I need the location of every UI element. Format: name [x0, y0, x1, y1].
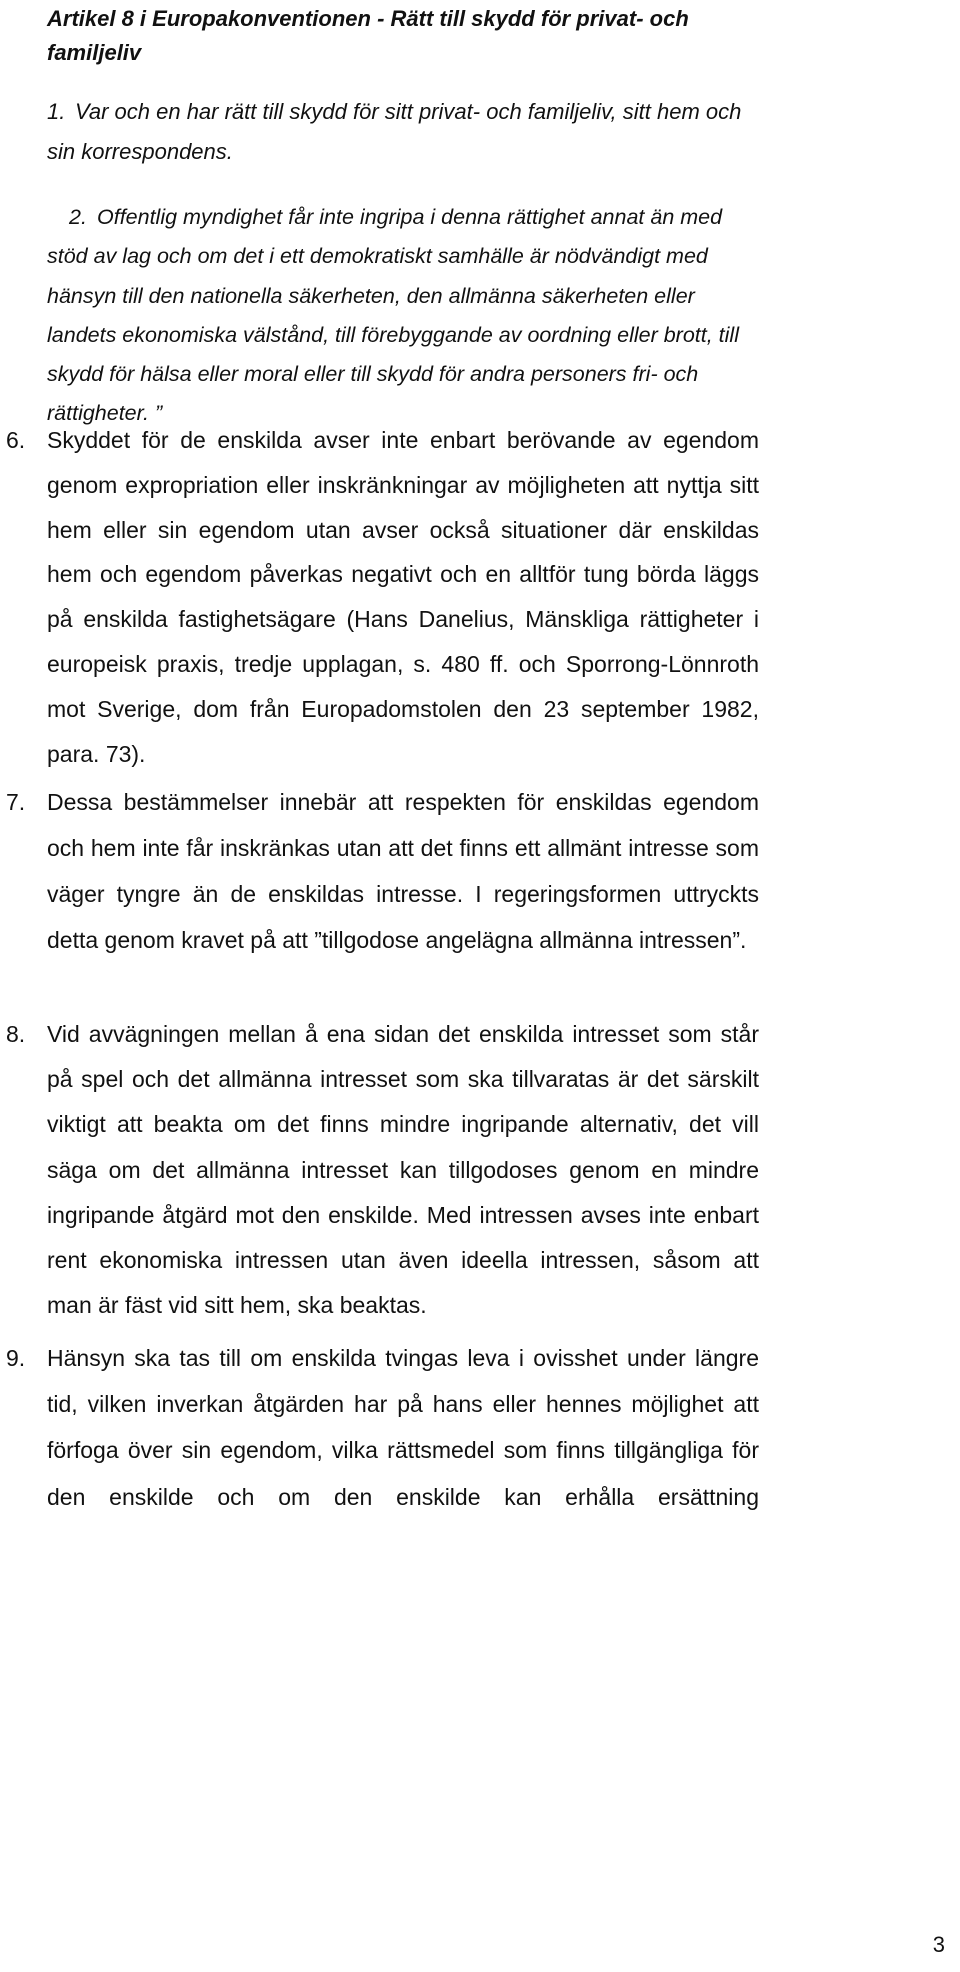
paragraph-text: Vid avvägningen mellan å ena sidan det enskilda intresset som står på spel och det allmänna intresset som ska tillvaratas är det särskilt viktigt att beakta om det finns mindre ingripande alternativ, det vill säga om det allmänna intresset kan tillgodoses genom en mindre ingripande åtgärd mot den enskilde. Med intressen avses inte enbart rent ekonomiska intressen utan även ideella intressen, såsom att man är fäst vid sitt hem, ska beaktas.	[47, 1021, 759, 1319]
article-paragraph-2	[47, 198, 765, 434]
paragraph-text: Hänsyn ska tas till om enskilda tvingas leva i ovisshet under längre tid, vilken inverkan åtgärden har på hans eller hennes möjlighet att förfoga över sin egendom, vilka rättsmedel som finns tillgängliga för den enskilde och om den enskilde kan erhålla ersättning	[47, 1345, 759, 1510]
article-paragraph-1	[47, 92, 765, 172]
article-title: Artikel 8 i Europakonventionen - Rätt till skydd för privat- och familjeliv	[47, 6, 689, 65]
paragraph-text: Skyddet för de enskilda avser inte enbart berövande av egendom genom expropriation eller inskränkningar av möjligheten att nyttja sitt hem eller sin egendom utan avser också situationer där enskildas hem och egendom påverkas negativt och en alltför tung börda läggs på enskilda fastighetsägare (Hans Danelius, Mänskliga rättigheter i europeisk praxis, tredje upplagan, s. 480 ff. och Sporrong-Lönnroth mot Sverige, dom från Europadomstolen den 23 september 1982, para. 73).	[47, 427, 759, 767]
paragraph-number: 7.	[6, 789, 26, 815]
paragraph-number: 9.	[6, 1345, 26, 1371]
article-paragraph-number: 2.	[69, 205, 87, 229]
article-paragraph-text: Offentlig myndighet får inte ingripa i denna rättighet annat än med stöd av lag och om det i ett demokratiskt samhälle är nödvändigt med hänsyn till den nationella säkerheten, den allmänna säkerheten eller landets ekonomiska välstånd, till förebyggande av oordning eller brott, till skydd för hälsa eller moral eller till skydd för andra personers fri- och rättigheter. ”	[47, 205, 739, 426]
article-paragraph-text: Var och en har rätt till skydd för sitt privat- och familjeliv, sitt hem och sin korrespondens.	[47, 99, 742, 164]
page-number: 3	[932, 1932, 945, 1957]
paragraph-text: Dessa bestämmelser innebär att respekten för enskildas egendom och hem inte får inskränkas utan att det finns ett allmänt intresse som väger tyngre än de enskildas intresse. I regeringsformen uttryckts detta genom kravet på att ”tillgodose angelägna allmänna intressen”.	[47, 789, 759, 953]
paragraph-number: 8.	[6, 1021, 26, 1047]
article-paragraph-number: 1.	[47, 99, 66, 124]
paragraph-number: 6.	[6, 427, 26, 453]
